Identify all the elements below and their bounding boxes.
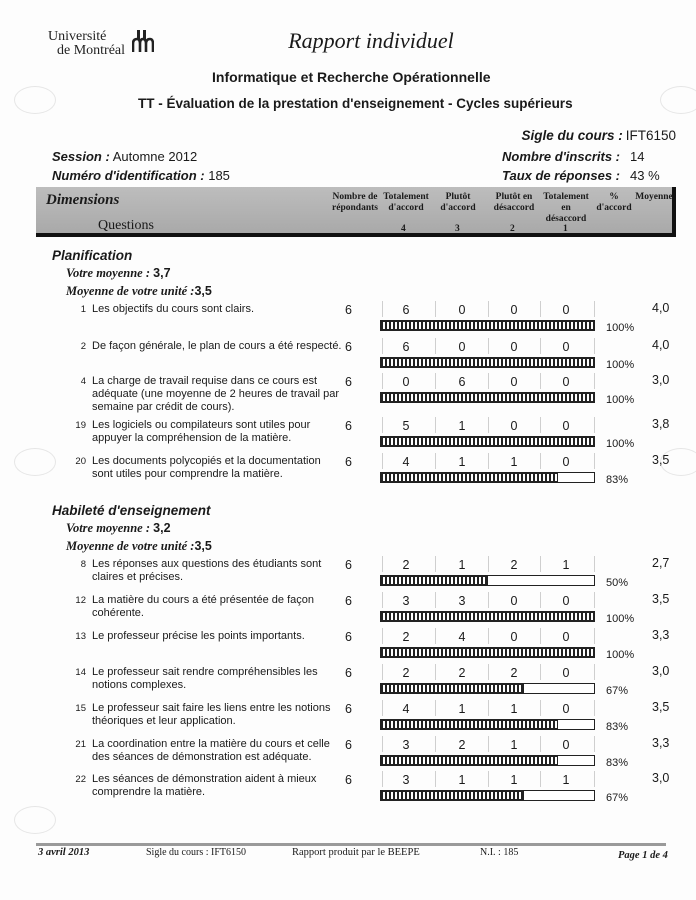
column-separator (594, 700, 595, 716)
column-separator (594, 373, 595, 389)
unit-average (66, 539, 212, 554)
dimensions-heading: Dimensions (46, 192, 120, 208)
column-separator (382, 556, 383, 572)
count-c4: 5 (402, 419, 410, 433)
question-number: 8 (80, 559, 86, 570)
agreement-bar (380, 436, 595, 447)
count-c3: 1 (458, 773, 466, 787)
count-c1: 0 (562, 340, 570, 354)
column-separator (594, 417, 595, 433)
count-c4: 4 (402, 455, 410, 469)
column-separator (594, 592, 595, 608)
col-mean: Moyenne (635, 192, 673, 202)
agreement-bar (380, 472, 595, 483)
count-c1: 0 (562, 702, 570, 716)
question-text: De façon générale, le plan de cours a été respecté. (92, 340, 342, 352)
question-mean: 3,0 (652, 373, 670, 387)
column-separator (540, 556, 541, 572)
course-code: Sigle du cours : IFT6150 (521, 128, 676, 143)
question-mean: 3,5 (652, 453, 670, 467)
question-number: 12 (75, 595, 86, 606)
question-text: Le professeur précise les points importants. (92, 630, 305, 642)
agreement-bar (380, 320, 595, 331)
agreement-bar-fill (381, 437, 594, 446)
column-separator (488, 338, 489, 354)
question-mean: 3,5 (652, 592, 670, 606)
column-separator (488, 556, 489, 572)
column-separator (540, 453, 541, 469)
column-separator (435, 628, 436, 644)
question-number: 15 (75, 703, 86, 714)
footer-ni: N.I. : 185 (480, 847, 519, 858)
question-text: Le professeur sait rendre compréhensibles les notions complexes. (92, 666, 318, 691)
column-separator (435, 771, 436, 787)
unit-average-label: Moyenne de votre unité : (66, 284, 195, 298)
question-number: 20 (75, 456, 86, 467)
count-c2: 0 (510, 303, 518, 317)
agreement-bar-fill (381, 358, 594, 367)
column-separator (435, 736, 436, 752)
evaluation-subtitle: TT - Évaluation de la prestation d'enseignement - Cycles supérieurs (138, 96, 573, 111)
column-separator (540, 700, 541, 716)
punch-hole-mark (660, 86, 696, 114)
column-separator (382, 771, 383, 787)
count-c3: 2 (458, 738, 466, 752)
column-separator (488, 736, 489, 752)
question-text: Les logiciels ou compilateurs sont utiles pour appuyer la compréhension de la matière. (92, 419, 311, 444)
column-separator (382, 736, 383, 752)
column-separator (488, 373, 489, 389)
unit-average-value: 3,5 (194, 539, 212, 553)
response-rate: Taux de réponses : 43 % (502, 168, 660, 183)
question-number: 14 (75, 667, 86, 678)
respondent-count: 6 (345, 303, 352, 317)
report-title: Rapport individuel (288, 28, 454, 53)
agreement-bar-fill (381, 321, 594, 330)
footer-divider (36, 843, 666, 846)
question-mean: 3,0 (652, 664, 670, 678)
column-separator (540, 771, 541, 787)
question-text: La coordination entre la matière du cours et celle des séances de démonstration est adéquate. (92, 738, 330, 763)
footer-course-code: Sigle du cours : IFT6150 (146, 847, 246, 858)
count-c1: 0 (562, 738, 570, 752)
respondent-count: 6 (345, 419, 352, 433)
count-c3: 3 (458, 594, 466, 608)
agreement-bar (380, 575, 595, 586)
respondent-count: 6 (345, 375, 352, 389)
count-c4: 2 (402, 558, 410, 572)
column-separator (488, 453, 489, 469)
question-number: 4 (80, 376, 86, 387)
col-respondents: Nombre de répondants (332, 192, 378, 213)
punch-hole-mark (14, 806, 56, 834)
count-c1: 0 (562, 666, 570, 680)
column-separator (435, 453, 436, 469)
unit-average-value: 3,5 (194, 284, 212, 298)
column-separator (382, 373, 383, 389)
agreement-bar-fill (381, 684, 524, 693)
count-c3: 1 (458, 419, 466, 433)
count-c4: 2 (402, 666, 410, 680)
session-info: Session : Automne 2012 (52, 149, 198, 164)
your-average-label: Votre moyenne : (66, 266, 151, 280)
respondent-count: 6 (345, 455, 352, 469)
column-separator (540, 301, 541, 317)
agreement-bar (380, 647, 595, 658)
question-text: Le professeur sait faire les liens entre les notions théoriques et leur application. (92, 702, 331, 727)
column-separator (540, 664, 541, 680)
column-separator (488, 301, 489, 317)
question-text: Les réponses aux questions des étudiants sont claires et précises. (92, 558, 322, 583)
question-number: 19 (75, 420, 86, 431)
footer-produced-by: Rapport produit par le BEEPE (292, 847, 420, 858)
agreement-bar-fill (381, 393, 594, 402)
column-separator (435, 664, 436, 680)
agreement-bar (380, 683, 595, 694)
count-c2: 0 (510, 594, 518, 608)
count-c1: 1 (562, 558, 570, 572)
agreement-bar-fill (381, 576, 488, 585)
identification-number: Numéro d'identification : 185 (52, 168, 230, 183)
code-2: 2 (510, 224, 515, 234)
column-separator (488, 417, 489, 433)
column-separator (540, 736, 541, 752)
column-separator (382, 417, 383, 433)
count-c2: 0 (510, 340, 518, 354)
code-3: 3 (455, 224, 460, 234)
count-c1: 0 (562, 455, 570, 469)
count-c3: 0 (458, 340, 466, 354)
count-c4: 6 (402, 303, 410, 317)
column-separator (488, 592, 489, 608)
your-average (66, 266, 171, 281)
count-c1: 0 (562, 594, 570, 608)
count-c3: 1 (458, 455, 466, 469)
column-separator (435, 338, 436, 354)
count-c1: 0 (562, 630, 570, 644)
question-number: 1 (80, 304, 86, 315)
count-c1: 0 (562, 375, 570, 389)
code-1: 1 (563, 224, 568, 234)
agreement-bar-fill (381, 612, 594, 621)
footer-page-number: Page 1 de 4 (618, 850, 668, 861)
count-c2: 1 (510, 738, 518, 752)
question-text: La matière du cours a été présentée de façon cohérente. (92, 594, 314, 619)
punch-hole-mark (14, 86, 56, 114)
logo-line-2: de Montréal (57, 43, 126, 58)
your-average-label: Votre moyenne : (66, 521, 151, 535)
agreement-percent: 100% (606, 649, 635, 661)
count-c2: 1 (510, 702, 518, 716)
respondent-count: 6 (345, 558, 352, 572)
agreement-bar (380, 357, 595, 368)
column-separator (382, 664, 383, 680)
count-c2: 2 (510, 558, 518, 572)
question-number: 21 (75, 739, 86, 750)
col-rather-disagree: Plutôt en désaccord (493, 192, 535, 213)
agreement-percent: 83% (606, 721, 629, 733)
question-mean: 3,3 (652, 736, 670, 750)
respondent-count: 6 (345, 702, 352, 716)
column-separator (382, 700, 383, 716)
column-separator (594, 453, 595, 469)
column-separator (435, 700, 436, 716)
column-separator (594, 771, 595, 787)
agreement-percent: 83% (606, 474, 629, 486)
agreement-percent: 67% (606, 792, 629, 804)
punch-hole-mark (14, 448, 56, 476)
column-separator (382, 628, 383, 644)
count-c3: 0 (458, 303, 466, 317)
col-rather-agree: Plutôt d'accord (440, 192, 476, 213)
section-title: Habileté d'enseignement (52, 503, 211, 518)
agreement-percent: 100% (606, 613, 635, 625)
count-c2: 2 (510, 666, 518, 680)
column-separator (435, 373, 436, 389)
question-mean: 4,0 (652, 338, 670, 352)
your-average (66, 521, 171, 536)
column-separator (488, 771, 489, 787)
question-number: 13 (75, 631, 86, 642)
count-c4: 3 (402, 773, 410, 787)
column-separator (435, 556, 436, 572)
question-text: Les documents polycopiés et la documentation sont utiles pour comprendre la matière. (92, 455, 321, 480)
section-title: Planification (52, 248, 133, 263)
respondent-count: 6 (345, 773, 352, 787)
agreement-percent: 67% (606, 685, 629, 697)
your-average-value: 3,2 (153, 521, 171, 535)
column-separator (488, 700, 489, 716)
agreement-bar-fill (381, 473, 558, 482)
col-percent-agree: % d'accord (596, 192, 632, 213)
count-c2: 0 (510, 375, 518, 389)
count-c2: 1 (510, 455, 518, 469)
count-c3: 1 (458, 702, 466, 716)
agreement-percent: 100% (606, 322, 635, 334)
agreement-bar (380, 755, 595, 766)
questions-heading: Questions (98, 218, 154, 233)
agreement-percent: 100% (606, 438, 635, 450)
question-mean: 2,7 (652, 556, 670, 570)
logo-line-1: Université (48, 29, 107, 44)
column-separator (488, 628, 489, 644)
col-totally-disagree: Totalement en désaccord (543, 192, 589, 224)
respondent-count: 6 (345, 630, 352, 644)
count-c3: 2 (458, 666, 466, 680)
agreement-bar (380, 611, 595, 622)
count-c4: 0 (402, 375, 410, 389)
column-separator (382, 453, 383, 469)
count-c3: 1 (458, 558, 466, 572)
column-separator (540, 373, 541, 389)
agreement-bar (380, 790, 595, 801)
column-separator (594, 628, 595, 644)
count-c2: 1 (510, 773, 518, 787)
department-name: Informatique et Recherche Opérationnelle (212, 69, 491, 85)
column-separator (594, 556, 595, 572)
column-separator (382, 301, 383, 317)
respondent-count: 6 (345, 340, 352, 354)
footer-date: 3 avril 2013 (38, 847, 90, 858)
agreement-percent: 100% (606, 394, 635, 406)
count-c4: 3 (402, 594, 410, 608)
col-totally-agree: Totalement d'accord (383, 192, 429, 213)
column-separator (435, 417, 436, 433)
question-text: Les objectifs du cours sont clairs. (92, 303, 255, 315)
your-average-value: 3,7 (153, 266, 171, 280)
column-separator (435, 301, 436, 317)
column-separator (382, 592, 383, 608)
column-separator (594, 664, 595, 680)
column-separator (540, 628, 541, 644)
count-c2: 0 (510, 419, 518, 433)
agreement-percent: 50% (606, 577, 629, 589)
agreement-bar-fill (381, 720, 558, 729)
agreement-bar (380, 719, 595, 730)
column-separator (594, 736, 595, 752)
agreement-bar-fill (381, 791, 524, 800)
column-separator (540, 338, 541, 354)
count-c3: 6 (458, 375, 466, 389)
agreement-percent: 100% (606, 359, 635, 371)
column-separator (435, 592, 436, 608)
column-separator (594, 301, 595, 317)
count-c4: 6 (402, 340, 410, 354)
unit-average (66, 284, 212, 299)
enrolled-count: Nombre d'inscrits : 14 (502, 149, 645, 164)
column-separator (594, 338, 595, 354)
question-mean: 4,0 (652, 301, 670, 315)
respondent-count: 6 (345, 738, 352, 752)
count-c4: 4 (402, 702, 410, 716)
agreement-percent: 83% (606, 757, 629, 769)
count-c4: 3 (402, 738, 410, 752)
count-c3: 4 (458, 630, 466, 644)
column-separator (382, 338, 383, 354)
column-separator (488, 664, 489, 680)
unit-average-label: Moyenne de votre unité : (66, 539, 195, 553)
agreement-bar-fill (381, 648, 594, 657)
question-mean: 3,3 (652, 628, 670, 642)
count-c1: 0 (562, 303, 570, 317)
agreement-bar (380, 392, 595, 403)
question-mean: 3,0 (652, 771, 670, 785)
code-4: 4 (401, 224, 406, 234)
column-separator (540, 417, 541, 433)
respondent-count: 6 (345, 594, 352, 608)
count-c1: 1 (562, 773, 570, 787)
column-separator (540, 592, 541, 608)
agreement-bar-fill (381, 756, 558, 765)
question-number: 2 (80, 341, 86, 352)
table-header (36, 187, 676, 237)
count-c1: 0 (562, 419, 570, 433)
count-c4: 2 (402, 630, 410, 644)
respondent-count: 6 (345, 666, 352, 680)
question-mean: 3,5 (652, 700, 670, 714)
question-mean: 3,8 (652, 417, 670, 431)
count-c2: 0 (510, 630, 518, 644)
question-text: La charge de travail requise dans ce cours est adéquate (une moyenne de 2 heures de travail par semaine par crédit de cours). (92, 375, 340, 413)
question-number: 22 (75, 774, 86, 785)
question-text: Les séances de démonstration aident à mieux comprendre la matière. (92, 773, 317, 798)
